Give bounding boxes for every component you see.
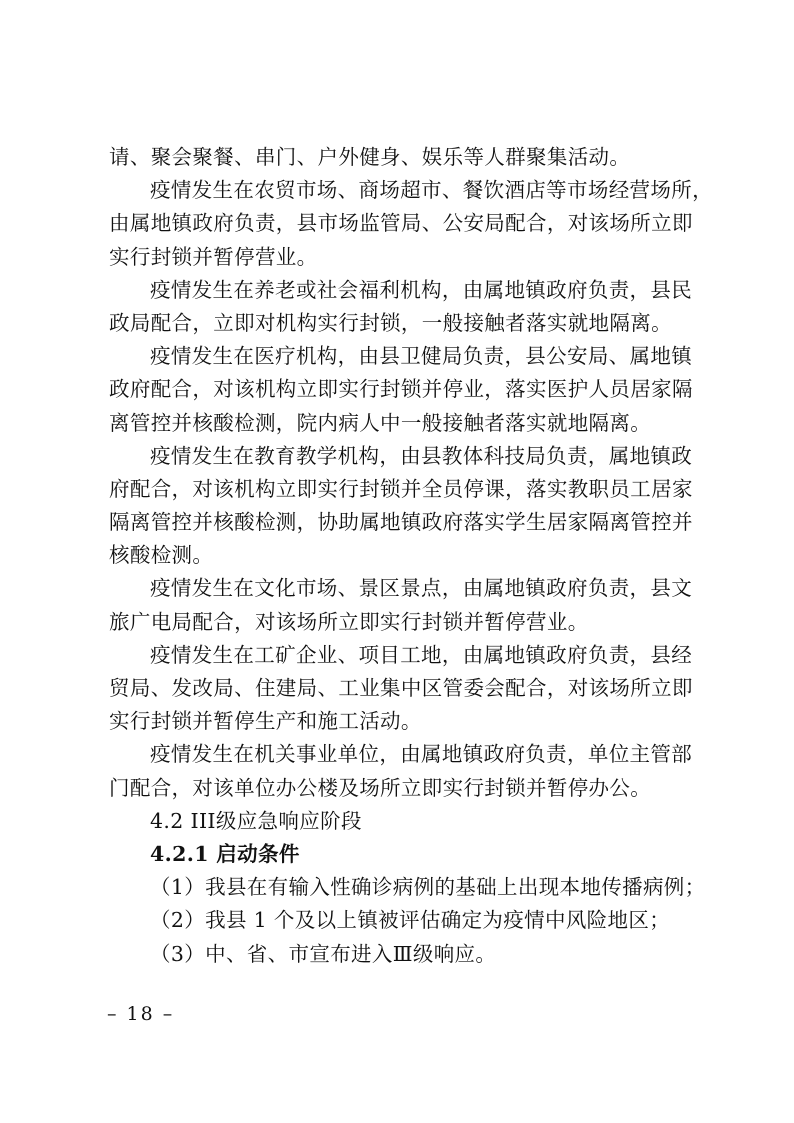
paragraph-line: 疫情发生在教育教学机构，由县教体科技局负责，属地镇政 — [150, 443, 693, 468]
paragraph-line: 府配合，对该机构立即实行封锁并全员停课，落实教职员工居家 — [109, 476, 693, 501]
document-body — [109, 141, 713, 971]
paragraph-line: 疫情发生在机关事业单位，由属地镇政府负责，单位主管部 — [150, 742, 693, 767]
paragraph-line: 疫情发生在文化市场、景区景点，由属地镇政府负责，县文 — [150, 576, 693, 601]
paragraph-line: 实行封锁并暂停营业。 — [109, 244, 318, 269]
paragraph-line: 请、聚会聚餐、串门、户外健身、娱乐等人群聚集活动。 — [109, 145, 631, 169]
paragraph-line: 由属地镇政府负责，县市场监管局、公安局配合，对该场所立即 — [109, 211, 693, 236]
paragraph-line: 政局配合，立即对机构实行封锁，一般接触者落实就地隔离。 — [109, 310, 672, 335]
paragraph-line: 贸局、发改局、住建局、工业集中区管委会配合，对该场所立即 — [109, 676, 693, 700]
paragraph-line: 疫情发生在养老或社会福利机构，由属地镇政府负责，县民 — [150, 277, 693, 302]
list-item: （3）中、省、市宣布进入Ⅲ级响应。 — [150, 941, 497, 966]
paragraph-line: 疫情发生在农贸市场、商场超市、餐饮酒店等市场经营场所， — [150, 178, 713, 203]
list-item: （1）我县在有输入性确诊病例的基础上出现本地传播病例； — [150, 875, 706, 900]
paragraph-line: 旅广电局配合，对该场所立即实行封锁并暂停营业。 — [109, 609, 589, 634]
page-number: – 18 – — [107, 1003, 175, 1025]
list-item: （2）我县 1 个及以上镇被评估确定为疫情中风险地区； — [150, 908, 671, 933]
paragraph-line: 核酸检测。 — [109, 543, 214, 568]
paragraph-line: 疫情发生在医疗机构，由县卫健局负责，县公安局、属地镇 — [150, 344, 693, 369]
subsection-heading: 4.2.1 启动条件 — [150, 841, 300, 866]
paragraph-line: 门配合，对该单位办公楼及场所立即实行封锁并暂停办公。 — [109, 775, 652, 800]
section-heading: 4.2 III级应急响应阶段 — [150, 808, 362, 833]
paragraph-line: 隔离管控并核酸检测，协助属地镇政府落实学生居家隔离管控并 — [109, 510, 693, 535]
paragraph-line: 政府配合，对该机构立即实行封锁并停业，落实医护人员居家隔 — [109, 377, 693, 402]
paragraph-line: 疫情发生在工矿企业、项目工地，由属地镇政府负责，县经 — [150, 642, 693, 667]
paragraph-line: 离管控并核酸检测，院内病人中一般接触者落实就地隔离。 — [109, 410, 652, 435]
paragraph-line: 实行封锁并暂停生产和施工活动。 — [109, 709, 422, 734]
